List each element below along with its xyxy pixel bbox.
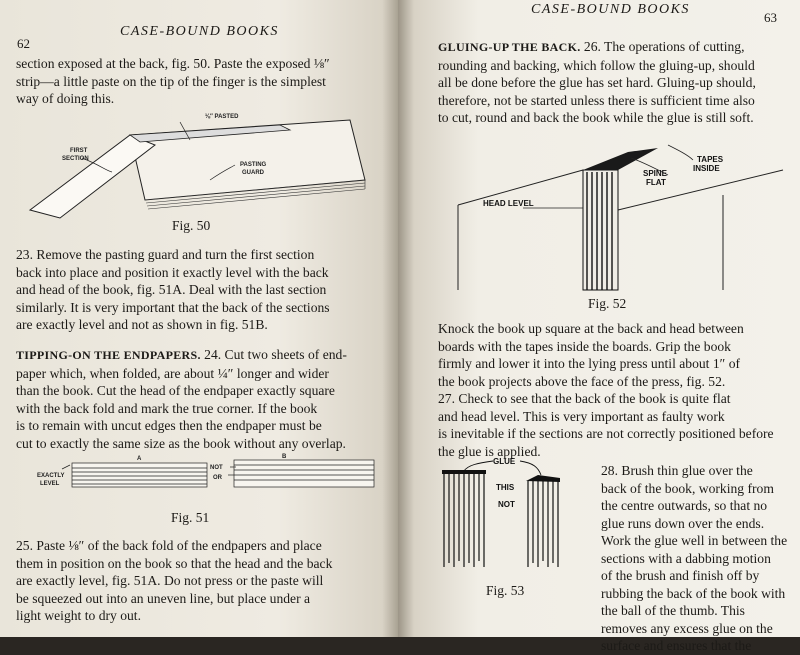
text-line: the ball of the thumb. This bbox=[601, 603, 745, 618]
left-page bbox=[0, 0, 398, 637]
text-line: them in position on the book so that the head and the back bbox=[16, 555, 333, 571]
text-line: 23. Remove the pasting guard and turn the first section bbox=[16, 247, 315, 262]
label-this: THIS bbox=[496, 483, 515, 492]
text-line: back into place and position it exactly level with the back bbox=[16, 264, 329, 280]
paragraph-25 bbox=[16, 537, 371, 625]
text-line: paper which, when folded, are about ¼″ longer and wider bbox=[16, 365, 329, 381]
paragraph-24 bbox=[16, 346, 371, 452]
label-head-level: HEAD LEVEL bbox=[483, 199, 534, 208]
label-not: NOT bbox=[210, 465, 223, 471]
fig-53-illustration bbox=[438, 455, 578, 575]
text-line: of the brush and finish off by bbox=[601, 568, 760, 583]
text-line: the glue is applied. bbox=[438, 443, 541, 459]
label-b: B bbox=[282, 454, 287, 460]
text-line: light weight to dry out. bbox=[16, 608, 141, 623]
text-line: Knock the book up square at the back and head between bbox=[438, 321, 744, 336]
text-line: and head level. This is very important as faulty work bbox=[438, 408, 725, 424]
label-flat: FLAT bbox=[646, 178, 666, 187]
paragraph-27 bbox=[438, 390, 786, 460]
label-tapes: TAPES bbox=[697, 155, 724, 164]
fig-50-illustration bbox=[20, 110, 380, 220]
fig-52-caption: Fig. 52 bbox=[588, 296, 627, 311]
label-section: SECTION bbox=[62, 156, 89, 162]
text-line: back of the book, working from bbox=[601, 480, 774, 496]
text-line: is to remain with uncut edges then the endpaper must be bbox=[16, 418, 322, 433]
text-line: cut to exactly the same size as the book without any overlap. bbox=[16, 435, 346, 451]
text-line: 27. Check to see that the back of the book is quite flat bbox=[438, 391, 731, 406]
label-first: FIRST bbox=[70, 148, 88, 154]
text-line: similarly. It is very important that the back of the sections bbox=[16, 299, 330, 315]
section-heading: GLUING-UP THE BACK. bbox=[438, 40, 581, 54]
page-number: 63 bbox=[764, 10, 777, 25]
label-guard: GUARD bbox=[242, 170, 264, 176]
text-line: 25. Paste ⅛″ of the back fold of the endpapers and place bbox=[16, 538, 322, 553]
text-line: are exactly level and not as shown in fig. 51B. bbox=[16, 317, 268, 332]
label-level: LEVEL bbox=[40, 481, 60, 487]
text-line: section exposed at the back, fig. 50. Paste the exposed ⅛″ bbox=[16, 56, 330, 71]
text-line: therefore, not be started unless there is sufficient time also bbox=[438, 92, 755, 108]
text-line: TIPPING-ON THE ENDPAPERS. 24. Cut two sheets of end- bbox=[16, 347, 347, 362]
label-not: NOT bbox=[498, 500, 515, 509]
text-line: are exactly level, fig. 51A. Do not press or the paste will bbox=[16, 573, 324, 588]
text-line: the centre outwards, so that no bbox=[601, 498, 768, 513]
running-head: CASE-BOUND BOOKS bbox=[531, 2, 690, 17]
text-line: glue runs down over the ends. bbox=[601, 515, 765, 531]
text-line: rubbing the back of the book with bbox=[601, 585, 786, 601]
paragraph-knock bbox=[438, 320, 786, 390]
text-line: way of doing this. bbox=[16, 91, 115, 106]
paragraph-26 bbox=[438, 38, 786, 127]
text-line: with the back fold and mark the true corner. If the book bbox=[16, 400, 318, 416]
text-line: rounding and backing, which follow the gluing-up, should bbox=[438, 57, 755, 73]
text-line: be squeezed out into an uneven line, but place under a bbox=[16, 590, 311, 606]
text-line: sections with a dabbing motion bbox=[601, 550, 771, 566]
text-line: and head of the book, fig. 51A. Deal with the last section bbox=[16, 282, 327, 297]
text-line: is inevitable if the sections are not correctly positioned before bbox=[438, 426, 774, 441]
text-line: GLUING-UP THE BACK. 26. The operations of cutting, bbox=[438, 39, 745, 54]
label-a: A bbox=[137, 456, 142, 462]
text-line: boards with the tapes inside the boards. Grip the book bbox=[438, 338, 731, 354]
right-page bbox=[398, 0, 800, 653]
text-line: all be done before the glue has set hard. Gluing-up should, bbox=[438, 75, 756, 90]
label-glue: GLUE bbox=[493, 457, 516, 466]
fig-52-illustration bbox=[453, 140, 783, 295]
text-line: to cut, round and back the book while the glue is still soft. bbox=[438, 110, 754, 125]
text-line: surface and ensures that the bbox=[601, 638, 752, 653]
page-number: 62 bbox=[17, 36, 30, 51]
text-line: removes any excess glue on the bbox=[601, 620, 773, 636]
text-line: strip—a little paste on the tip of the finger is the simplest bbox=[16, 73, 326, 89]
section-heading: TIPPING-ON THE ENDPAPERS. bbox=[16, 348, 201, 362]
paragraph-28 bbox=[601, 462, 791, 655]
label-pasted: ⅛″ PASTED bbox=[205, 114, 239, 120]
text-line: Work the glue well in between the bbox=[601, 533, 788, 548]
label-spine: SPINE bbox=[643, 169, 668, 178]
fig-51-illustration bbox=[20, 455, 380, 500]
label-inside: INSIDE bbox=[693, 164, 720, 173]
label-pasting: PASTING bbox=[240, 162, 267, 168]
running-head: CASE-BOUND BOOKS bbox=[120, 24, 279, 39]
text-line: the book projects above the face of the press, fig. 52. bbox=[438, 373, 726, 389]
fig-53-caption: Fig. 53 bbox=[486, 583, 525, 598]
text-line: 28. Brush thin glue over the bbox=[601, 463, 753, 478]
text-line: firmly and lower it into the lying press until about 1″ of bbox=[438, 356, 741, 371]
label-or: OR bbox=[213, 475, 222, 481]
label-exactly: EXACTLY bbox=[37, 473, 65, 479]
fig-51-caption: Fig. 51 bbox=[171, 510, 210, 525]
text-line: than the book. Cut the head of the endpaper exactly square bbox=[16, 383, 335, 398]
paragraph-22-end bbox=[16, 55, 371, 108]
paragraph-23 bbox=[16, 246, 371, 334]
fig-50-caption: Fig. 50 bbox=[172, 218, 211, 233]
